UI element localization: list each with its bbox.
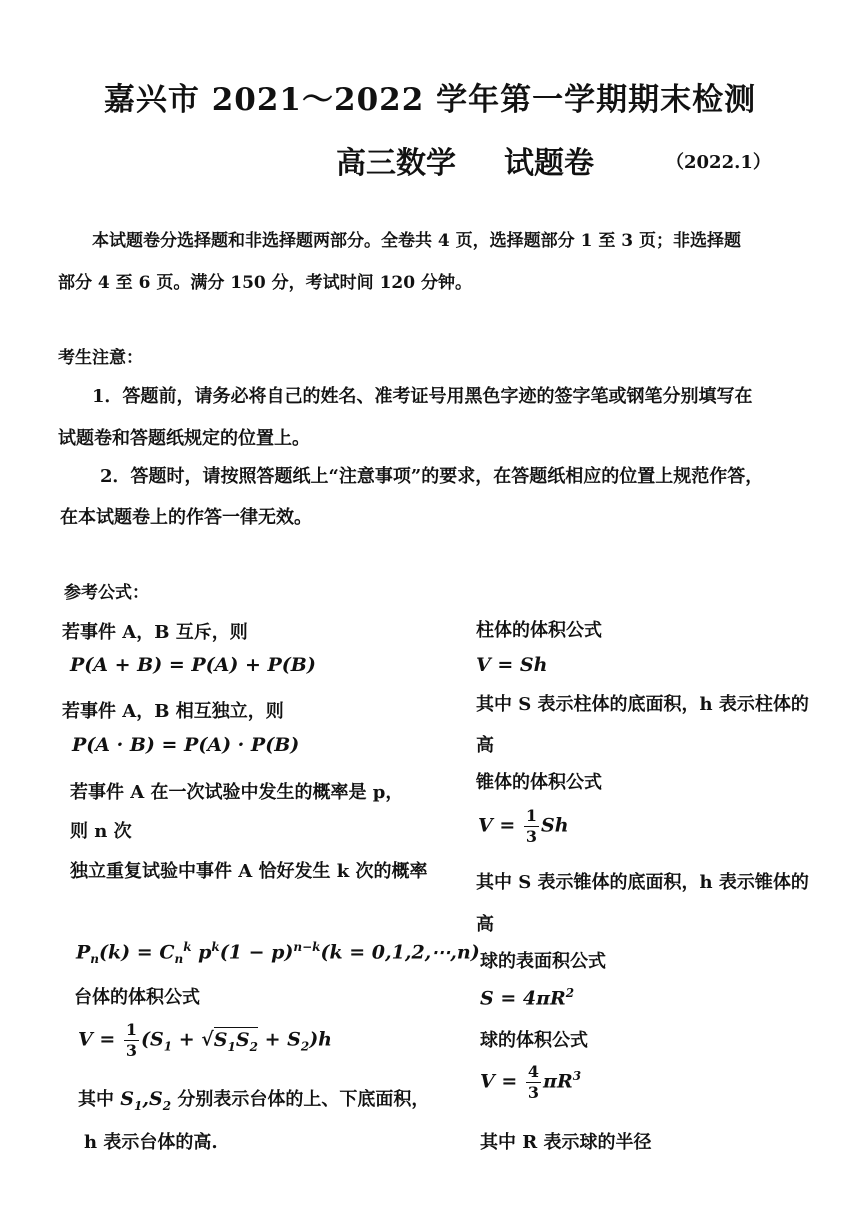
intro-line-2: 部分 4 至 6 页。满分 150 分，考试时间 120 分钟。	[58, 273, 472, 293]
frustum-formula: V = $\frac{1}{3}$ $(S_1 + √S_1S_2 + S_2)h$	[78, 1020, 332, 1060]
subtitle-subject: 高三数学	[336, 146, 456, 181]
notice-item-2-line-2: 在本试题卷上的作答一律无效。	[60, 507, 312, 528]
notice-item-2-line-1: 2．答题时，请按照答题纸上“注意事项”的要求，在答题纸相应的位置上规范作答，	[100, 466, 764, 487]
binomial-formula: $P_n(k) = C_n^k$ $p^k(1 - p)^{n-k}(k$ = 0,1,2,⋯,n)	[76, 940, 480, 967]
notice-item-1-line-2: 试题卷和答题纸规定的位置上。	[58, 428, 310, 449]
sphere-volume-formula: V = $\frac{4}{3}$ $\pi R^3$	[480, 1062, 582, 1102]
exam-title: 嘉兴市 2021～2022 学年第一学期期末检测	[103, 82, 757, 118]
mutex-formula: P(A + B) = P(A) + P(B)	[70, 654, 316, 676]
frustum-note-line-1: 其中 $S_1,S_2$ 分别表示台体的上、下底面积，	[78, 1088, 430, 1113]
independence-formula: P(A · B) = P(A) · P(B)	[72, 734, 300, 756]
cone-formula: V = $\frac{1}{3}$ Sh	[478, 806, 569, 846]
independence-label: 若事件 A，B 相互独立，则	[62, 701, 284, 722]
formula-heading: 参考公式：	[64, 583, 149, 603]
subtitle-type: 试题卷	[504, 146, 594, 181]
intro-line-1: 本试题卷分选择题和非选择题两部分。全卷共 4 页，选择题部分 1 至 3 页；非选择题	[92, 231, 741, 251]
sphere-area-label: 球的表面积公式	[480, 951, 606, 972]
cone-note-line-1: 其中 S 表示锥体的底面积，h 表示锥体的	[476, 872, 809, 893]
exam-date: （2022.1）	[666, 152, 771, 173]
prism-formula: V = Sh	[476, 654, 548, 676]
notice-item-1-line-1: 1．答题前，请务必将自己的姓名、准考证号用黑色字迹的签字笔或钢笔分别填写在	[92, 386, 753, 407]
cone-note-line-2: 高	[476, 914, 494, 935]
probability-line-1: 若事件 A 在一次试验中发生的概率是 p，	[70, 782, 404, 803]
prism-label: 柱体的体积公式	[476, 620, 602, 641]
mutex-label: 若事件 A，B 互斥，则	[62, 622, 248, 643]
prism-note-line-2: 高	[476, 735, 494, 756]
frustum-note-line-2: h 表示台体的高.	[84, 1132, 218, 1153]
exam-subtitle	[336, 138, 594, 182]
frustum-label: 台体的体积公式	[74, 987, 200, 1008]
probability-line-2: 则 n 次	[70, 821, 132, 842]
cone-label: 锥体的体积公式	[476, 772, 602, 793]
prism-note-line-1: 其中 S 表示柱体的底面积，h 表示柱体的	[476, 694, 809, 715]
sphere-volume-label: 球的体积公式	[480, 1030, 588, 1051]
notice-heading: 考生注意：	[58, 348, 143, 368]
sphere-area-formula: $S = 4\pi R^2$	[480, 986, 575, 1010]
sphere-note: 其中 R 表示球的半径	[480, 1132, 652, 1153]
probability-line-3: 独立重复试验中事件 A 恰好发生 k 次的概率	[70, 861, 428, 882]
